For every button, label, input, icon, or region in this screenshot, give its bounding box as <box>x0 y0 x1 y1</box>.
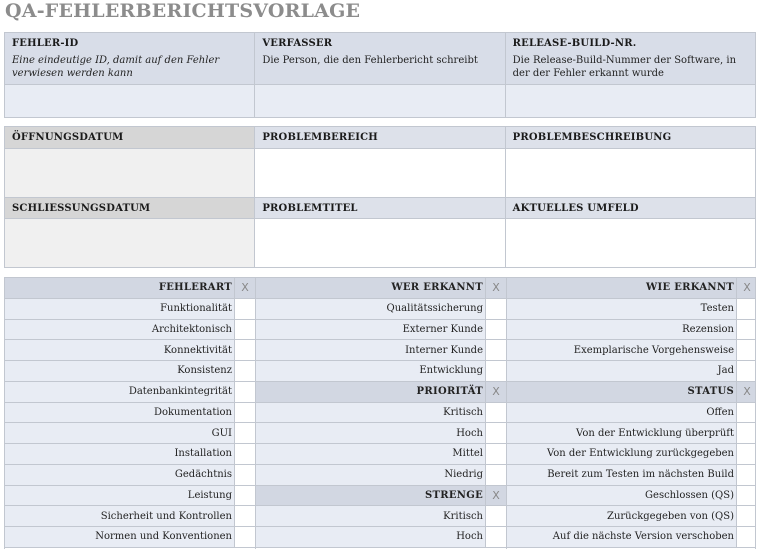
checklist-item-label: Testen <box>507 299 736 319</box>
checklist-item <box>5 423 255 444</box>
checklist-item-label: Dokumentation <box>5 403 234 423</box>
checkbox-cell[interactable] <box>234 382 255 402</box>
checkbox-cell[interactable] <box>234 320 255 340</box>
checklist-item <box>5 361 255 382</box>
check-column-header: X <box>234 278 255 298</box>
checklist-item-label: Exemplarische Vorgehensweise <box>507 340 736 360</box>
author-label: VERFASSER <box>262 38 333 49</box>
checkbox-cell[interactable] <box>234 527 255 547</box>
checklist-item-label: Bereit zum Testen im nächsten Build <box>507 465 736 485</box>
checklist-item-label: Qualitätssicherung <box>256 299 485 319</box>
checklist-table <box>4 277 756 549</box>
checklist-item-label: Funktionalität <box>5 299 234 319</box>
checklist-item-label: Entwicklung <box>256 361 485 381</box>
checkbox-cell[interactable] <box>485 340 506 360</box>
check-column-header: X <box>736 382 756 402</box>
checklist-item <box>507 340 756 361</box>
checklist-item-label: Kritisch <box>256 403 485 423</box>
checklist-item-label: Auf die nächste Version verschoben <box>507 527 736 547</box>
section-title: FEHLERART <box>5 278 234 298</box>
checklist-item <box>507 486 756 507</box>
release-build-label: RELEASE-BUILD-NR. <box>512 38 637 49</box>
checkbox-cell[interactable] <box>485 506 506 526</box>
checklist-item <box>507 320 756 341</box>
info-header-row <box>5 33 755 84</box>
checklist-item-label: Normen und Konventionen <box>5 527 234 547</box>
checklist-item-label: Von der Entwicklung überprüft <box>507 423 736 443</box>
details-header-row-1 <box>5 127 755 148</box>
checkbox-cell[interactable] <box>736 506 756 526</box>
checklist-item-label: Konnektivität <box>5 340 234 360</box>
checkbox-cell[interactable] <box>234 506 255 526</box>
checkbox-cell[interactable] <box>485 444 506 464</box>
section-title: PRIORITÄT <box>256 382 485 402</box>
problem-title-field[interactable] <box>255 219 505 267</box>
checkbox-cell[interactable] <box>485 299 506 319</box>
bug-id-field[interactable] <box>5 85 255 117</box>
checklist-item-label: Von der Entwicklung zurückgegeben <box>507 444 736 464</box>
checkbox-cell[interactable] <box>485 423 506 443</box>
problem-description-label: PROBLEMBESCHREIBUNG <box>506 127 755 148</box>
checkbox-cell[interactable] <box>736 527 756 547</box>
checklist-item-label: Jad <box>507 361 736 381</box>
checklist-item-label: Offen <box>507 403 736 423</box>
checklist-item <box>5 506 255 527</box>
checklist-item <box>507 527 756 548</box>
section-header-fehlerart <box>5 278 255 299</box>
checklist-item-label: Hoch <box>256 527 485 547</box>
bug-id-label: FEHLER-ID <box>12 38 79 49</box>
checklist-item-label: Interner Kunde <box>256 340 485 360</box>
checklist-item <box>5 444 255 465</box>
checklist-item <box>256 506 506 527</box>
checkbox-cell[interactable] <box>485 403 506 423</box>
checklist-item <box>5 340 255 361</box>
details-input-row-2 <box>5 218 755 267</box>
checklist-item-label: Niedrig <box>256 465 485 485</box>
checkbox-cell[interactable] <box>485 361 506 381</box>
author-header <box>255 33 505 84</box>
checkbox-cell[interactable] <box>736 320 756 340</box>
checkbox-cell[interactable] <box>736 403 756 423</box>
opening-date-field[interactable] <box>5 149 255 197</box>
checkbox-cell[interactable] <box>234 423 255 443</box>
checklist-item-label: Architektonisch <box>5 320 234 340</box>
checkbox-cell[interactable] <box>736 486 756 506</box>
section-header-wer-erkannt <box>256 278 506 299</box>
checklist-item <box>256 527 506 548</box>
section-header-status <box>507 382 756 403</box>
info-table <box>4 32 756 118</box>
checkbox-cell[interactable] <box>736 340 756 360</box>
closing-date-label: SCHLIESSUNGSDATUM <box>5 198 255 218</box>
release-build-field[interactable] <box>506 85 755 117</box>
checklist-item <box>507 299 756 320</box>
checklist-item-label: Kritisch <box>256 506 485 526</box>
section-title: STATUS <box>507 382 736 402</box>
check-column-header: X <box>485 278 506 298</box>
current-environment-label: AKTUELLES UMFELD <box>506 198 755 218</box>
checkbox-cell[interactable] <box>234 486 255 506</box>
bug-id-header <box>5 33 255 84</box>
checklist-column-3 <box>506 278 756 549</box>
checklist-item-label: Sicherheit und Kontrollen <box>5 506 234 526</box>
checkbox-cell[interactable] <box>736 465 756 485</box>
page-title: QA-FEHLERBERICHTSVORLAGE <box>5 0 361 22</box>
checkbox-cell[interactable] <box>736 423 756 443</box>
checklist-item-label: Installation <box>5 444 234 464</box>
section-title: WER ERKANNT <box>256 278 485 298</box>
checkbox-cell[interactable] <box>234 444 255 464</box>
details-header-row-2 <box>5 197 755 218</box>
checklist-item <box>5 486 255 507</box>
checklist-item <box>507 361 756 382</box>
section-header-prioritat <box>256 382 506 403</box>
checkbox-cell[interactable] <box>736 299 756 319</box>
checkbox-cell[interactable] <box>234 299 255 319</box>
checklist-item-label: Hoch <box>256 423 485 443</box>
problem-area-field[interactable] <box>255 149 505 197</box>
problem-title-label: PROBLEMTITEL <box>255 198 505 218</box>
check-column-header: X <box>485 382 506 402</box>
section-header-wie-erkannt <box>507 278 756 299</box>
checkbox-cell[interactable] <box>736 361 756 381</box>
section-header-strenge <box>256 486 506 507</box>
checklist-item <box>256 465 506 486</box>
checkbox-cell[interactable] <box>234 403 255 423</box>
author-description: Die Person, die den Fehlerbericht schreibt <box>262 55 478 66</box>
check-column-header: X <box>736 278 756 298</box>
checklist-item <box>256 403 506 424</box>
details-table <box>4 126 756 268</box>
problem-description-field[interactable] <box>506 149 755 197</box>
checklist-item <box>5 299 255 320</box>
details-input-row-1 <box>5 148 755 197</box>
checklist-item <box>5 465 255 486</box>
checklist-item <box>256 299 506 320</box>
checkbox-cell[interactable] <box>234 340 255 360</box>
checklist-item <box>256 320 506 341</box>
checklist-item-label: Mittel <box>256 444 485 464</box>
bug-id-description: Eine eindeutige ID, damit auf den Fehler verwiesen werden kann <box>12 55 220 79</box>
checkbox-cell[interactable] <box>485 465 506 485</box>
checklist-item-label: GUI <box>5 423 234 443</box>
checklist-item-label: Externer Kunde <box>256 320 485 340</box>
info-input-row <box>5 84 755 117</box>
checklist-item-label: Geschlossen (QS) <box>507 486 736 506</box>
checklist-item <box>507 403 756 424</box>
checklist-item <box>507 423 756 444</box>
opening-date-label: ÖFFNUNGSDATUM <box>5 127 255 148</box>
checkbox-cell[interactable] <box>736 444 756 464</box>
problem-area-label: PROBLEMBEREICH <box>255 127 505 148</box>
check-column-header: X <box>485 486 506 506</box>
checklist-item <box>5 527 255 548</box>
checkbox-cell[interactable] <box>485 527 506 547</box>
author-field[interactable] <box>255 85 505 117</box>
closing-date-field[interactable] <box>5 219 255 267</box>
checklist-item <box>5 403 255 424</box>
section-title: STRENGE <box>256 486 485 506</box>
checklist-item-label: Leistung <box>5 486 234 506</box>
checklist-item-label: Konsistenz <box>5 361 234 381</box>
checklist-item <box>256 444 506 465</box>
checklist-item <box>256 340 506 361</box>
checklist-item <box>5 382 255 403</box>
checklist-item-label: Zurückgegeben von (QS) <box>507 506 736 526</box>
section-title: WIE ERKANNT <box>507 278 736 298</box>
checklist-item <box>507 465 756 486</box>
current-environment-field[interactable] <box>506 219 755 267</box>
checkbox-cell[interactable] <box>234 465 255 485</box>
checkbox-cell[interactable] <box>234 361 255 381</box>
checkbox-cell[interactable] <box>485 320 506 340</box>
checklist-item <box>507 444 756 465</box>
checklist-item-label: Datenbankintegrität <box>5 382 234 402</box>
release-build-header <box>506 33 755 84</box>
checklist-item <box>5 320 255 341</box>
checklist-item <box>507 506 756 527</box>
checklist-item-label: Gedächtnis <box>5 465 234 485</box>
checklist-item <box>256 423 506 444</box>
release-build-description: Die Release-Build-Nummer der Software, in der der Fehler erkannt wurde <box>512 55 737 79</box>
checklist-column-1 <box>5 278 255 549</box>
checklist-column-2 <box>255 278 506 549</box>
checklist-item-label: Rezension <box>507 320 736 340</box>
checklist-item <box>256 361 506 382</box>
